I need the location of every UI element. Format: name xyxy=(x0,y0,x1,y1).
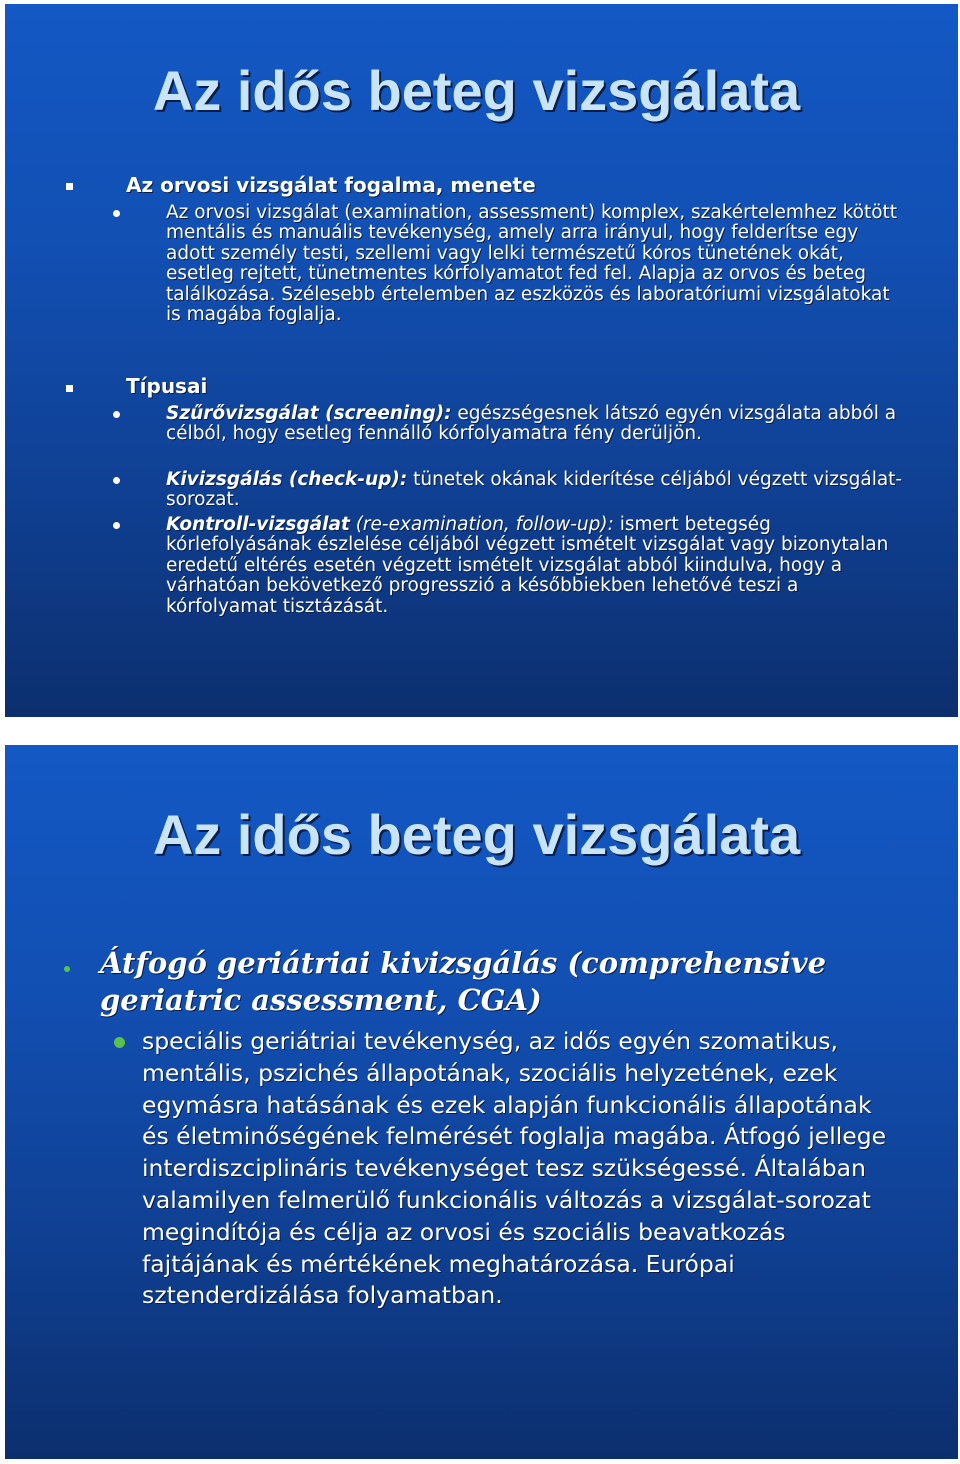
section-heading-concept: Az orvosi vizsgálat fogalma, menete xyxy=(126,173,536,197)
type-term-extra: (re-examination, follow-up): xyxy=(349,514,614,535)
green-bullet-icon xyxy=(114,1037,125,1048)
cga-heading: Átfogó geriátriai kivizsgálás (comprehensive geriatric assessment, CGA) xyxy=(100,946,827,1017)
square-bullet-icon xyxy=(66,183,73,190)
type-item-control xyxy=(166,515,906,617)
type-item-checkup xyxy=(166,470,906,511)
type-description: tünetek okának kiderítése céljából végzett vizsgálat-sorozat. xyxy=(166,469,903,511)
round-bullet-icon xyxy=(113,210,120,217)
type-item-screening xyxy=(166,404,906,445)
round-bullet-icon xyxy=(113,411,120,418)
slide-2-title: Az idős beteg vizsgálata xyxy=(152,803,801,866)
concept-paragraph xyxy=(166,203,906,325)
cga-paragraph: speciális geriátriai tevékenység, az idős egyén szomatikus, mentális, pszichés állapotának, szociális helyzetének, ezek egymásra hatásának és ezek alapján funkcionális állapotának és életminőségének felmérését foglalja magába. Átfogó jellege interdiszciplináris tevékenységet tesz szükségessé. Általában valamilyen felmerülő funkcionális változás a vizsgálat-sorozat megindítója és célja az orvosi és szociális beavatkozás fajtájának és mértékének meghatározása. Európai sztenderdizálása folyamatban. xyxy=(142,1027,887,1310)
type-term: Szűrővizsgálat (screening): xyxy=(166,403,452,424)
type-description: egészségesnek látszó egyén vizsgálata abból a célból, hogy esetleg fennálló kórfolyamatra fény derüljön. xyxy=(166,403,897,445)
type-description: ismert betegség kórlefolyásának észlelése céljából végzett ismételt vizsgálat vagy bizonytalan eredetű eltérés esetén végzett ismételt vizsgálat abból kiindulva, hogy a várhatóan bekövetkező progresszió a későbbiekben lehetővé teszi a kórfolyamat tisztázását. xyxy=(166,514,889,617)
round-bullet-icon xyxy=(113,477,120,484)
slide-1-title: Az idős beteg vizsgálata xyxy=(152,59,801,122)
round-bullet-icon xyxy=(113,522,120,529)
type-term: Kontroll-vizsgálat xyxy=(166,514,350,535)
concept-text: Az orvosi vizsgálat (examination, assessment) komplex, szakértelemhez kötött mentális és manuális tevékenység, amely arra irányul, hogy felderítse egy adott személy testi, szellemi vagy lelki természetű kóros tünetének okát, esetleg rejtett, tünetmentes kórfolyamatot fed fel. Alapja az orvos és beteg találkozása. Szélesebb értelemben az eszközös és laboratóriumi vizsgálatokat is magába foglalja. xyxy=(166,202,898,326)
square-bullet-icon xyxy=(66,385,73,392)
section-heading-types: Típusai xyxy=(126,374,208,398)
type-term: Kivizsgálás (check-up): xyxy=(166,469,408,490)
round-bullet-icon xyxy=(64,966,70,972)
